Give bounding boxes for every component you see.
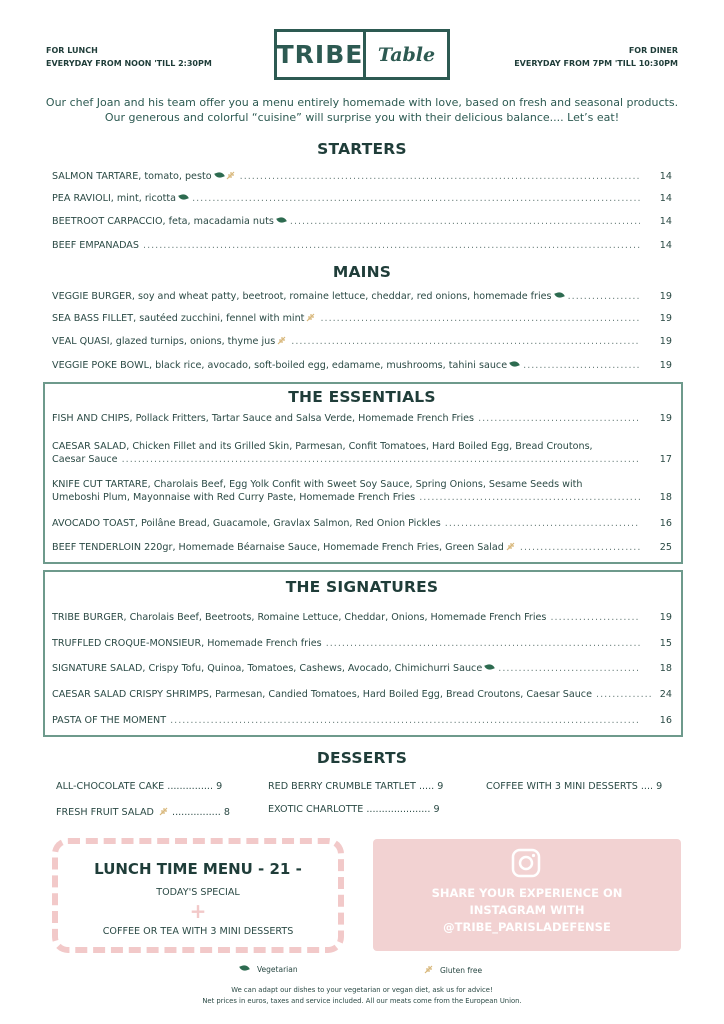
- item-name: CAESAR SALAD, Chicken Fillet and its Grilled Skin, Parmesan, Confit Tomatoes, Hard Boiled Egg, Bread Croutons,: [52, 441, 593, 452]
- intro-text: [30, 95, 694, 125]
- logo-table: Table: [377, 43, 436, 66]
- item-price: 14: [659, 193, 672, 204]
- item-name: FISH AND CHIPS, Pollack Fritters, Tartar Sauce and Salsa Verde, Homemade French Fries: [52, 413, 475, 424]
- vegetarian-leaf-icon: [239, 964, 250, 973]
- item-name-continued: Umeboshi Plum, Mayonnaise with Red Curry Paste, Homemade French Fries: [52, 492, 416, 503]
- item-price: 24: [659, 689, 672, 700]
- item-price: 15: [659, 638, 672, 649]
- footer-notes: [0, 985, 724, 1007]
- dinner-hours: EVERYDAY FROM 7PM 'TILL 10:30PM: [514, 59, 678, 68]
- vegetarian-leaf-icon: [178, 193, 189, 202]
- item-price: 14: [659, 216, 672, 227]
- plus-icon: +: [189, 899, 207, 923]
- item-price: 17: [659, 454, 672, 465]
- mains-title: MAINS: [332, 263, 392, 281]
- starters-title: STARTERS: [317, 140, 407, 158]
- item-name: BEETROOT CARPACCIO, feta, macadamia nuts: [52, 216, 274, 227]
- gluten-free-wheat-icon: [506, 542, 516, 551]
- item-price: 18: [659, 492, 672, 503]
- dessert-item: RED BERRY CRUMBLE TARTLET ..... 9: [268, 781, 444, 792]
- instagram-line-1: SHARE YOUR EXPERIENCE ON: [431, 886, 623, 900]
- instagram-text: [393, 885, 661, 936]
- footer-line-2: Net prices in euros, taxes and service included. All our meats come from the European Union.: [202, 997, 522, 1005]
- item-name: SALMON TARTARE, tomato, pesto: [52, 171, 212, 182]
- lunch-hours: EVERYDAY FROM NOON 'TILL 2:30PM: [46, 59, 212, 68]
- gluten-free-wheat-icon: [277, 336, 287, 345]
- item-name-continued: Caesar Sauce: [52, 454, 118, 465]
- item-name: CAESAR SALAD CRISPY SHRIMPS, Parmesan, Candied Tomatoes, Hard Boiled Egg, Bread Croutons, Caesar Sauce: [52, 689, 592, 700]
- legend-vegetarian: [240, 965, 298, 974]
- item-name: VEGGIE BURGER, soy and wheat patty, beetroot, romaine lettuce, cheddar, red onions, homemade fries: [52, 291, 552, 302]
- essentials-box: [43, 382, 683, 564]
- lunch-hours-block: [46, 44, 212, 70]
- instagram-icon: [511, 848, 541, 878]
- item-name: AVOCADO TOAST, Poilâne Bread, Guacamole, Gravlax Salmon, Red Onion Pickles: [52, 518, 441, 529]
- lunch-menu-coffee: COFFEE OR TEA WITH 3 MINI DESSERTS: [102, 926, 294, 937]
- item-name: TRUFFLED CROQUE-MONSIEUR, Homemade French fries: [52, 638, 322, 649]
- intro-line-1: Our chef Joan and his team offer you a menu entirely homemade with love, based on fresh and seasonal products.: [45, 96, 679, 109]
- item-price: 19: [659, 291, 672, 302]
- dessert-price: ................ 8: [172, 807, 230, 818]
- item-name: PEA RAVIOLI, mint, ricotta: [52, 193, 177, 204]
- item-name: VEGGIE POKE BOWL, black rice, avocado, soft-boiled egg, edamame, mushrooms, tahini sauce: [52, 360, 508, 371]
- item-price: 14: [659, 240, 672, 251]
- item-price: 19: [659, 313, 672, 324]
- item-name: VEAL QUASI, glazed turnips, onions, thyme jus: [52, 336, 276, 347]
- gluten-free-wheat-icon: [159, 807, 169, 816]
- item-name: SIGNATURE SALAD, Crispy Tofu, Quinoa, Tomatoes, Cashews, Avocado, Chimichurri Sauce: [52, 663, 483, 674]
- vegetarian-leaf-icon: [276, 216, 287, 225]
- vegetarian-leaf-icon: [554, 291, 565, 300]
- instagram-box: [373, 839, 681, 951]
- vegetarian-leaf-icon: [484, 663, 495, 672]
- dessert-item: ALL-CHOCOLATE CAKE ............... 9: [56, 781, 223, 792]
- lunch-menu-title: LUNCH TIME MENU - 21 -: [94, 860, 302, 878]
- item-price: 19: [659, 336, 672, 347]
- item-price: 19: [659, 413, 672, 424]
- item-price: 18: [659, 663, 672, 674]
- gluten-free-wheat-icon: [306, 313, 316, 322]
- instagram-handle: @TRIBE_PARISLADEFENSE: [443, 920, 611, 934]
- vegetarian-leaf-icon: [509, 360, 520, 369]
- intro-line-2: Our generous and colorful “cuisine” will surprise you with their delicious balance.... Let’s eat!: [104, 111, 620, 124]
- vegetarian-leaf-icon: [214, 171, 225, 180]
- item-name: TRIBE BURGER, Charolais Beef, Beetroots, Romaine Lettuce, Cheddar, Onions, Homemade French Fries: [52, 612, 547, 623]
- legend-vegetarian-label: Vegetarian: [257, 965, 298, 974]
- essentials-title: THE ESSENTIALS: [288, 388, 436, 406]
- item-name: PASTA OF THE MOMENT: [52, 715, 167, 726]
- gluten-free-wheat-icon: [424, 965, 434, 974]
- lunch-menu-box: [52, 838, 344, 953]
- item-name: SEA BASS FILLET, sautéed zucchini, fennel with mint: [52, 313, 305, 324]
- item-name: KNIFE CUT TARTARE, Charolais Beef, Egg Yolk Confit with Sweet Soy Sauce, Spring Onions, Sesame Seeds with: [52, 479, 583, 490]
- item-price: 25: [659, 542, 672, 553]
- item-price: 19: [659, 360, 672, 371]
- lunch-label: FOR LUNCH: [46, 46, 98, 55]
- legend-gluten-free-label: Gluten free: [440, 966, 483, 975]
- gluten-free-wheat-icon: [226, 171, 236, 180]
- dessert-item: EXOTIC CHARLOTTE ..................... 9: [268, 804, 440, 815]
- dinner-hours-block: [514, 44, 678, 70]
- instagram-line-2: INSTAGRAM WITH: [469, 903, 585, 917]
- item-price: 19: [659, 612, 672, 623]
- item-name: BEEF EMPANADAS: [52, 240, 139, 251]
- dessert-item: [56, 807, 230, 818]
- logo-tribe: TRIBE: [277, 32, 366, 77]
- footer-line-1: We can adapt our dishes to your vegetarian or vegan diet, ask us for advice!: [231, 986, 493, 994]
- lunch-menu-special: TODAY'S SPECIAL: [156, 887, 240, 898]
- dessert-name: FRESH FRUIT SALAD: [56, 807, 154, 818]
- desserts-title: DESSERTS: [316, 749, 408, 767]
- legend-gluten-free: [424, 965, 482, 975]
- item-price: 16: [659, 715, 672, 726]
- signatures-title: THE SIGNATURES: [285, 578, 439, 596]
- dinner-label: FOR DINER: [628, 46, 678, 55]
- item-name: BEEF TENDERLOIN 220gr, Homemade Béarnaise Sauce, Homemade French Fries, Green Salad: [52, 542, 504, 553]
- item-price: 14: [659, 171, 672, 182]
- dessert-item: COFFEE WITH 3 MINI DESSERTS .... 9: [486, 781, 663, 792]
- tribe-table-logo: [274, 29, 450, 80]
- item-price: 16: [659, 518, 672, 529]
